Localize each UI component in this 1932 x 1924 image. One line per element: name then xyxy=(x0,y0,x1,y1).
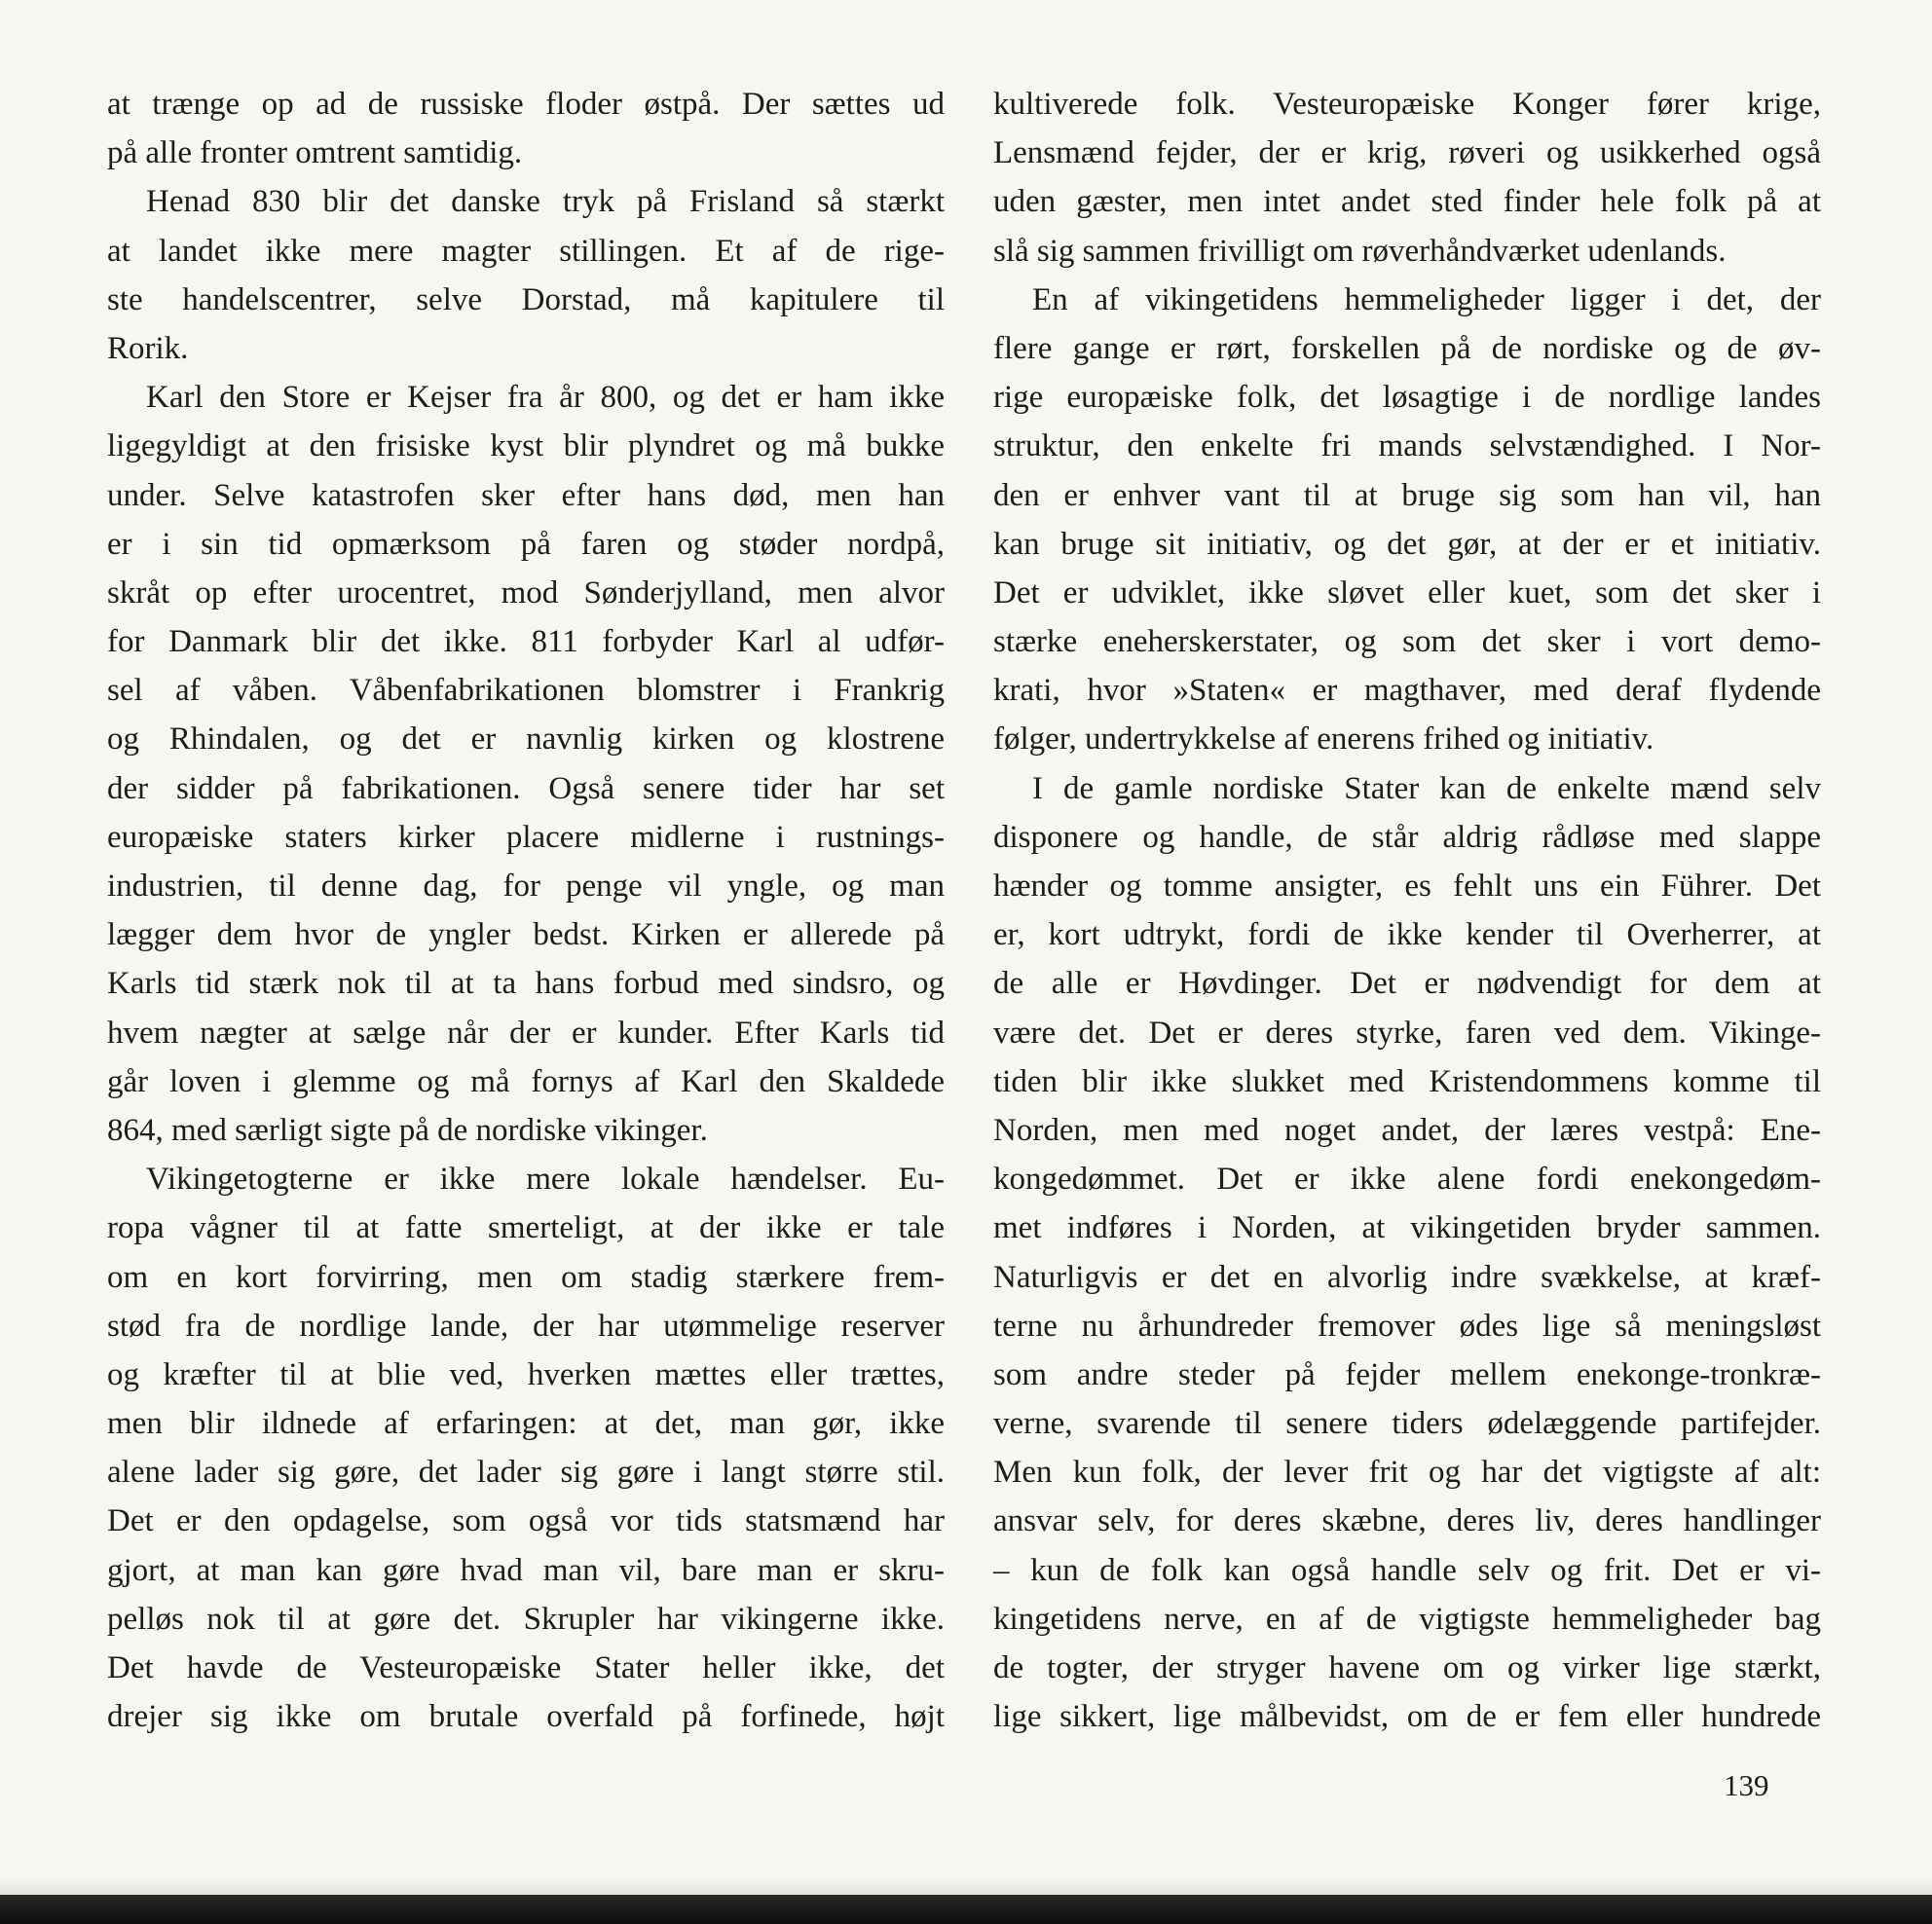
text-line: om en kort forvirring, men om stadig stærkere frem- xyxy=(107,1259,945,1295)
text-line: følger, undertrykkelse af enerens frihed og initiativ. xyxy=(993,722,1654,758)
text-line: sel af våben. Våbenfabrikationen blomstrer i Frankrig xyxy=(107,673,945,709)
text-line: disponere og handle, de står aldrig rådløse med slappe xyxy=(993,819,1821,855)
text-line: Men kun folk, der lever frit og har det vigtigste af alt: xyxy=(993,1455,1821,1491)
text-line: lægger dem hvor de yngler bedst. Kirken er allerede på xyxy=(107,917,945,953)
text-line: verne, svarende til senere tiders ødelæggende partifejder. xyxy=(993,1406,1821,1442)
text-line: krati, hvor »Staten« er magthaver, med deraf flydende xyxy=(993,673,1821,709)
text-line: europæiske staters kirker placere midlerne i rustnings- xyxy=(107,819,945,855)
text-line: skråt op efter urocentret, mod Sønderjylland, men alvor xyxy=(107,574,945,610)
text-line: Lensmænd fejder, der er krig, røveri og usikkerhed også xyxy=(993,135,1821,171)
scanner-bottom-edge xyxy=(0,1895,1932,1924)
text-line: Det er udviklet, ikke sløvet eller kuet, som det sker i xyxy=(993,574,1821,610)
text-line: Naturligvis er det en alvorlig indre svækkelse, at kræf- xyxy=(993,1259,1821,1295)
text-line: struktur, den enkelte fri mands selvstændighed. I Nor- xyxy=(993,428,1821,464)
text-line: En af vikingetidens hemmeligheder ligger i det, der xyxy=(1032,281,1821,317)
text-line: stærke eneherskerstater, og som det sker i vort demo- xyxy=(993,624,1821,660)
text-line: hænder og tomme ansigter, es fehlt uns ein Führer. Det xyxy=(993,869,1821,904)
text-line: at landet ikke mere magter stillingen. Et af de rige- xyxy=(107,233,945,269)
text-line: på alle fronter omtrent samtidig. xyxy=(107,135,523,171)
text-line: være det. Det er deres styrke, faren ved dem. Vikinge- xyxy=(993,1015,1821,1051)
text-line: Rorik. xyxy=(107,330,189,366)
text-line: ropa vågner til at fatte smerteligt, at der ikke er tale xyxy=(107,1210,945,1246)
text-line: terne nu århundreder fremover ødes lige så meningsløst xyxy=(993,1308,1821,1344)
text-line: Det havde de Vesteuropæiske Stater heller ikke, det xyxy=(107,1650,945,1685)
text-line: hvem nægter at sælge når der er kunder. Efter Karls tid xyxy=(107,1015,945,1051)
text-line: Henad 830 blir det danske tryk på Frisland så stærkt xyxy=(146,184,945,220)
right-text-column xyxy=(993,80,1821,1741)
text-line: de alle er Høvdinger. Det er nødvendigt for dem at xyxy=(993,966,1821,1002)
text-line: at trænge op ad de russiske floder østpå. Der sættes ud xyxy=(107,87,945,122)
text-line: 864, med særligt sigte på de nordiske vikinger. xyxy=(107,1112,708,1148)
text-line: industrien, til denne dag, for penge vil yngle, og man xyxy=(107,869,945,904)
text-line: ste handelscentrer, selve Dorstad, må kapitulere til xyxy=(107,281,945,317)
text-line: for Danmark blir det ikke. 811 forbyder Karl al udfør- xyxy=(107,624,945,660)
text-line: ligegyldigt at den frisiske kyst blir plyndret og må bukke xyxy=(107,428,945,464)
text-line: men blir ildnede af erfaringen: at det, man gør, ikke xyxy=(107,1406,945,1442)
text-line: stød fra de nordlige lande, der har utømmelige reserver xyxy=(107,1308,945,1344)
text-line: alene lader sig gøre, det lader sig gøre i langt større stil. xyxy=(107,1455,945,1491)
page-number: 139 xyxy=(1724,1768,1769,1802)
text-line: ansvar selv, for deres skæbne, deres liv, deres handlinger xyxy=(993,1503,1821,1539)
text-line: kongedømmet. Det er ikke alene fordi enekongedøm- xyxy=(993,1162,1821,1198)
text-line: og Rhindalen, og det er navnlig kirken og klostrene xyxy=(107,722,945,758)
text-line: drejer sig ikke om brutale overfald på forfinede, højt xyxy=(107,1699,945,1735)
text-line: I de gamle nordiske Stater kan de enkelte mænd selv xyxy=(1032,770,1821,806)
text-line: kultiverede folk. Vesteuropæiske Konger fører krige, xyxy=(993,87,1821,122)
text-line: lige sikkert, lige målbevidst, om de er fem eller hundrede xyxy=(993,1699,1821,1735)
text-line: Vikingetogterne er ikke mere lokale hændelser. Eu- xyxy=(146,1162,945,1198)
text-line: og kræfter til at blie ved, hverken mættes eller trættes, xyxy=(107,1356,945,1392)
text-line: der sidder på fabrikationen. Også senere tider har set xyxy=(107,770,945,806)
left-text-column xyxy=(107,80,945,1741)
text-line: er, kort udtrykt, fordi de ikke kender til Overherrer, at xyxy=(993,917,1821,953)
text-line: tiden blir ikke slukket med Kristendommens komme til xyxy=(993,1063,1821,1099)
text-line: den er enhver vant til at bruge sig som han vil, han xyxy=(993,477,1821,513)
text-line: flere gange er rørt, forskellen på de nordiske og de øv- xyxy=(993,330,1821,366)
text-line: uden gæster, men intet andet sted finder hele folk på at xyxy=(993,184,1821,220)
text-line: Det er den opdagelse, som også vor tids statsmænd har xyxy=(107,1503,945,1539)
text-line: slå sig sammen frivilligt om røverhåndværket udenlands. xyxy=(993,233,1727,269)
text-line: Karl den Store er Kejser fra år 800, og det er ham ikke xyxy=(146,380,945,416)
text-line: kan bruge sit initiativ, og det gør, at der er et initiativ. xyxy=(993,526,1821,562)
text-line: kingetidens nerve, en af de vigtigste hemmeligheder bag xyxy=(993,1601,1821,1637)
text-line: som andre steder på fejder mellem enekonge-tronkræ- xyxy=(993,1356,1821,1392)
text-line: er i sin tid opmærksom på faren og støder nordpå, xyxy=(107,526,945,562)
page-edge-shadow xyxy=(0,1877,1932,1895)
text-line: går loven i glemme og må fornys af Karl den Skaldede xyxy=(107,1063,945,1099)
text-line: gjort, at man kan gøre hvad man vil, bare man er skru- xyxy=(107,1552,945,1588)
text-line: de togter, der stryger havene om og virker lige stærkt, xyxy=(993,1650,1821,1685)
text-line: Norden, men med noget andet, der læres vestpå: Ene- xyxy=(993,1112,1821,1148)
text-line: rige europæiske folk, det løsagtige i de nordlige landes xyxy=(993,380,1821,416)
text-line: Karls tid stærk nok til at ta hans forbud med sindsro, og xyxy=(107,966,945,1002)
text-line: – kun de folk kan også handle selv og frit. Det er vi- xyxy=(993,1552,1821,1588)
text-line: met indføres i Norden, at vikingetiden bryder sammen. xyxy=(993,1210,1821,1246)
text-line: pelløs nok til at gøre det. Skrupler har vikingerne ikke. xyxy=(107,1601,945,1637)
text-line: under. Selve katastrofen sker efter hans død, men han xyxy=(107,477,945,513)
